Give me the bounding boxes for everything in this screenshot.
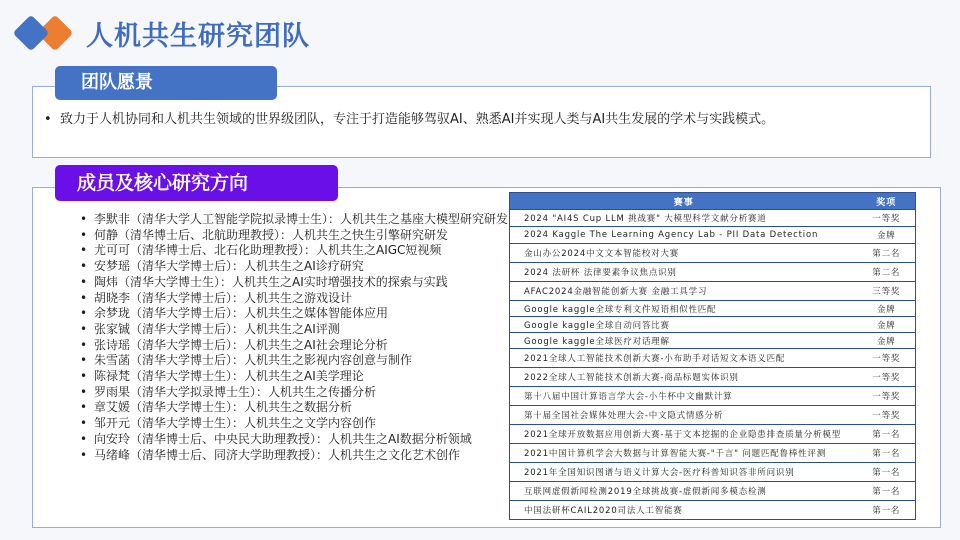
bullet-icon: • [80,290,88,305]
members-tab-label: 成员及核心研究方向 [55,165,338,201]
member-item [80,338,508,354]
table-row [510,282,916,301]
event-cell: 2021全球开放数据应用创新大赛-基于文本挖掘的企业隐患排查质量分析模型 [510,425,858,444]
bullet-icon: • [44,112,52,127]
vision-statement [44,108,774,127]
award-cell: 金牌 [858,301,916,317]
award-cell: 金牌 [858,317,916,333]
award-cell: 一等奖 [858,406,916,425]
event-cell: 2024 法研杯 法律要素争议焦点识别 [510,263,858,282]
member-text: 马绪峰（清华博士后、同济大学助理教授）：人机共生之文化艺术创作 [94,447,461,462]
award-cell: 第一名 [858,482,916,501]
table-row [510,444,916,463]
member-text: 罗雨果（清华大学拟录博士生）：人机共生之传播分析 [94,384,377,399]
page-title: 人机共生研究团队 [86,21,310,52]
bullet-icon: • [80,431,88,446]
event-cell: 第十八届中国计算语言学大会-小牛杯中文幽默计算 [510,387,858,406]
event-cell: Google kaggle全球专利文件短语相似性匹配 [510,301,858,317]
member-text: 陶炜（清华大学博士生）：人机共生之AI实时增强技术的探索与实践 [94,274,448,289]
member-item [80,212,508,228]
vision-tab-label: 团队愿景 [55,66,277,100]
event-cell: Google kaggle全球医疗对话理解 [510,333,858,349]
member-text: 张诗瑶（清华大学博士后）：人机共生之AI社会理论分析 [94,337,388,352]
award-cell: 第一名 [858,501,916,520]
member-text: 向安玲（清华博士后、中央民大助理教授）：人机共生之AI数据分析领域 [94,431,472,446]
blue-diamond-icon [13,15,50,52]
event-cell: 中国法研杯CAIL2020司法人工智能赛 [510,501,858,520]
bullet-icon: • [80,353,88,368]
bullet-icon: • [80,400,88,415]
table-row [510,227,916,244]
table-row [510,301,916,317]
bullet-icon: • [80,259,88,274]
bullet-icon: • [80,337,88,352]
member-item [80,353,508,369]
vision-text: 致力于人机协同和人机共生领域的世界级团队，专注于打造能够驾驭AI、熟悉AI并实现人类与AI共生发展的学术与实践模式。 [60,112,775,127]
table-row [510,317,916,333]
member-item [80,291,508,307]
table-row [510,210,916,227]
member-text: 章艾媛（清华大学博士生）：人机共生之数据分析 [94,400,353,415]
event-cell: 2024 "AI4S Cup LLM 挑战赛" 大模型科学文献分析赛道 [510,210,858,227]
table-row [510,333,916,349]
bullet-icon: • [80,227,88,242]
bullet-icon: • [80,321,88,336]
column-header-award: 奖项 [858,193,916,210]
member-item [80,400,508,416]
award-cell: 一等奖 [858,349,916,368]
bullet-icon: • [80,243,88,258]
award-cell: 第二名 [858,244,916,263]
member-item [80,448,508,464]
awards-header-row [510,193,916,210]
member-text: 李默非（清华大学人工智能学院拟录博士生）：人机共生之基座大模型研究研发 [94,212,509,226]
member-item [80,322,508,338]
table-row [510,349,916,368]
event-cell: 金山办公2024中文文本智能校对大赛 [510,244,858,263]
award-cell: 第一名 [858,463,916,482]
member-text: 安梦瑶（清华大学博士后）：人机共生之AI诊疗研究 [94,259,364,274]
table-row [510,406,916,425]
award-cell: 第一名 [858,444,916,463]
member-text: 张家铖（清华大学博士后）：人机共生之AI评测 [94,321,340,336]
award-cell: 金牌 [858,333,916,349]
award-cell: 第二名 [858,263,916,282]
bullet-icon: • [80,274,88,289]
member-text: 余梦珑（清华大学博士后）：人机共生之媒体智能体应用 [94,306,389,321]
member-item [80,416,508,432]
member-text: 邹开元（清华大学博士生）：人机共生之文学内容创作 [94,416,377,431]
bullet-icon: • [80,384,88,399]
member-item [80,432,508,448]
event-cell: AFAC2024金融智能创新大赛 金融工具学习 [510,282,858,301]
event-cell: 2021年全国知识图谱与语义计算大会-医疗科普知识答非所问识别 [510,463,858,482]
event-cell: 2021中国计算机学会大数据与计算智能大赛-"千言" 问题匹配鲁棒性评测 [510,444,858,463]
member-list [80,212,508,463]
member-text: 胡晓李（清华大学博士后）：人机共生之游戏设计 [94,290,353,305]
member-item [80,243,508,259]
member-text: 陈禄梵（清华大学博士生）：人机共生之AI美学理论 [94,369,364,384]
member-item [80,259,508,275]
member-item [80,369,508,385]
award-cell: 金牌 [858,227,916,244]
member-item [80,385,508,401]
award-cell: 一等奖 [858,387,916,406]
bullet-icon: • [80,212,88,226]
table-row [510,244,916,263]
bullet-icon: • [80,306,88,321]
event-cell: 互联网虚假新闻检测2019全球挑战赛-虚假新闻多模态检测 [510,482,858,501]
event-cell: 第十届全国社会媒体处理大会-中文隐式情感分析 [510,406,858,425]
event-cell: 2022全球人工智能技术创新大赛-商品标题实体识别 [510,368,858,387]
table-row [510,263,916,282]
table-row [510,387,916,406]
member-text: 尤可可（清华博士后、北石化助理教授）：人机共生之AIGC短视频 [94,243,442,258]
member-item [80,275,508,291]
table-row [510,482,916,501]
awards-table [509,192,916,520]
table-row [510,425,916,444]
table-row [510,368,916,387]
logo-diamonds-icon [14,14,76,52]
event-cell: 2021全球人工智能技术创新大赛-小布助手对话短文本语义匹配 [510,349,858,368]
column-header-event: 赛事 [510,193,858,210]
award-cell: 第一名 [858,425,916,444]
member-text: 朱雪菡（清华大学博士后）：人机共生之影视内容创意与制作 [94,353,413,368]
member-item [80,306,508,322]
member-text: 何静（清华博士后、北航助理教授）：人机共生之快生引擎研究研发 [94,227,449,242]
member-item [80,228,508,244]
event-cell: 2024 Kaggle The Learning Agency Lab - PII Data Detection [510,227,858,244]
bullet-icon: • [80,447,88,462]
award-cell: 一等奖 [858,368,916,387]
table-row [510,463,916,482]
award-cell: 一等奖 [858,210,916,227]
bullet-icon: • [80,416,88,431]
table-row [510,501,916,520]
event-cell: Google kaggle全球自动问答比赛 [510,317,858,333]
award-cell: 三等奖 [858,282,916,301]
bullet-icon: • [80,369,88,384]
